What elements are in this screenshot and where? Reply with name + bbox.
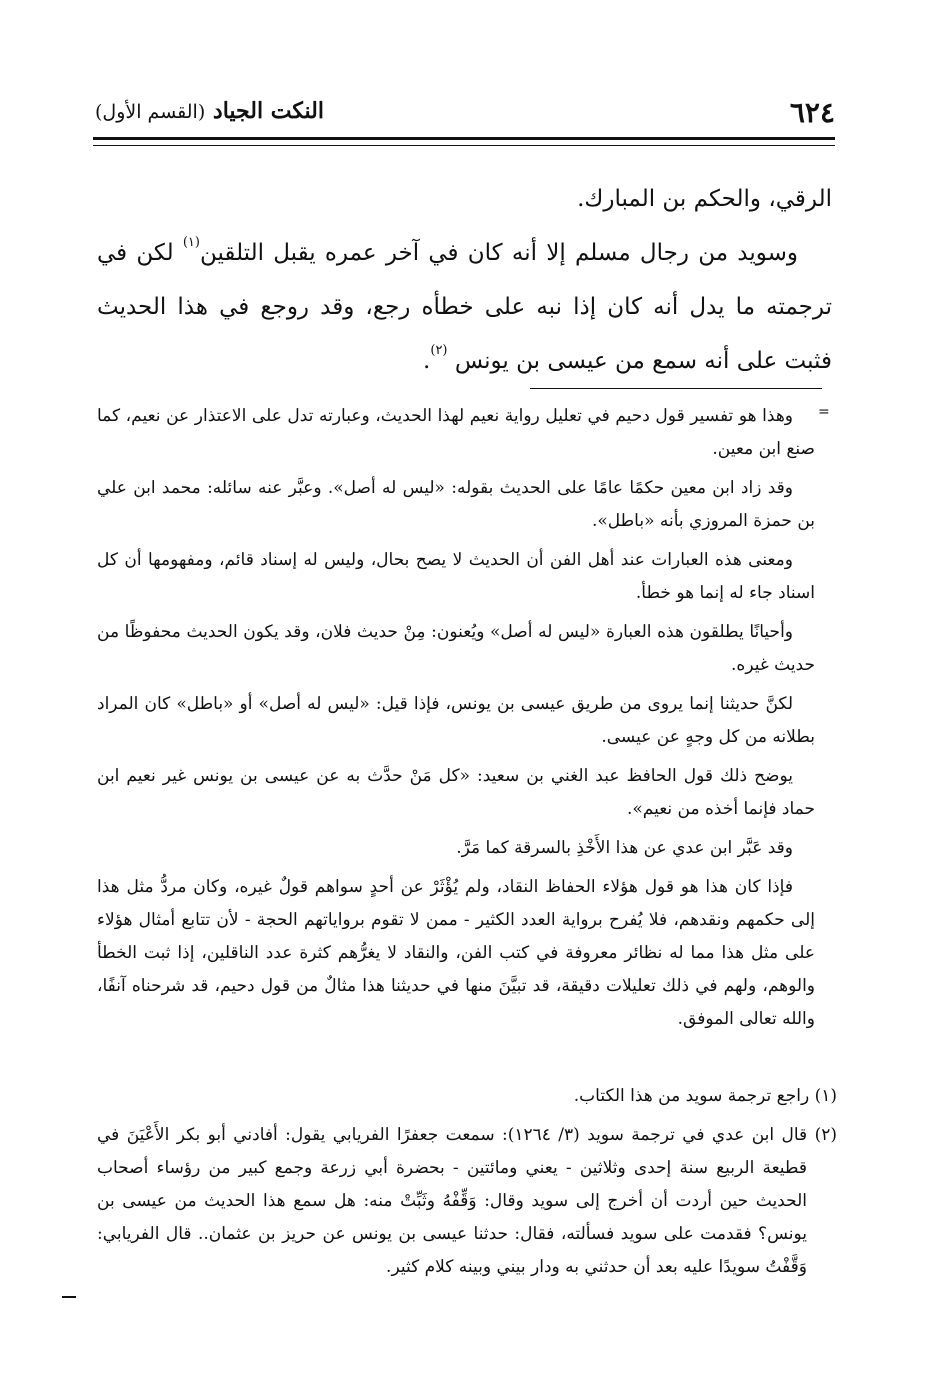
footnote-number: (١)	[814, 1086, 837, 1106]
main-paragraph-1: الرقي، والحكم بن المبارك.	[577, 186, 832, 212]
note-paragraph: وهذا هو تفسير قول دحيم في تعليل رواية نعيم لهذا الحديث، وعبارته تدل على الاعتذار عن نعيم، كما صنع ابن معين.	[97, 406, 815, 459]
header-rule-thin	[93, 145, 835, 146]
continued-note	[97, 400, 815, 1042]
footnote-1	[97, 1080, 837, 1113]
page-header	[95, 92, 835, 132]
note-paragraph: وقد زاد ابن معين حكمًا عامًا على الحديث بقوله: «ليس له أصل». وعبَّر عنه سائله: محمد ابن علي بن حمزة المروزي بأنه «باطل».	[97, 478, 815, 531]
footnote-separator	[530, 388, 822, 389]
note-paragraph: وقد عَبَّر ابن عدي عن هذا الأَخْذِ بالسرقة كما مَرَّ.	[456, 838, 793, 858]
running-title	[95, 98, 324, 124]
footnote-text: راجع ترجمة سويد من هذا الكتاب.	[573, 1086, 810, 1106]
footnotes	[97, 1080, 837, 1290]
book-part: (القسم الأول)	[95, 101, 206, 123]
continuation-mark-bottom	[62, 1296, 76, 1298]
header-rule-thick	[93, 137, 835, 140]
note-paragraph: يوضح ذلك قول الحافظ عبد الغني بن سعيد: «كل مَنْ حدَّث به عن عيسى بن يونس غير نعيم ابن حماد فإنما أخذه من نعيم».	[97, 766, 815, 819]
note-paragraph: ومعنى هذه العبارات عند أهل الفن أن الحديث لا يصح بحال، وليس له إسناد قائم، ومفهومها أن كل اسناد جاء له إنما هو خطأ.	[97, 550, 815, 603]
footnote-text: قال ابن عدي في ترجمة سويد (٣/ ١٢٦٤): سمعت جعفرًا الفريابي يقول: أفادني أبو بكر الأَعْيَنَ في قطيعة الربيع سنة إحدى وثلاثين - يعني ومائتين - بحضرة أبي زرعة وجمع كبير من رؤساء أصحاب الحديث حين أردت أن أخرج إلى سويد وقال: وَقِّفْهُ وثَبِّتْ منه: هل سمع هذا الحديث من عيسى بن يونس؟ فقدمت على سويد فسألته، فقال: حدثنا عيسى بن يونس عن حريز بن عثمان.. قال الفريابي: وَقَّفْتُ سويدًا عليه بعد أن حدثني به ودار بيني وبينه كلام كثير.	[97, 1125, 808, 1277]
main-paragraph-2: وسويد من رجال مسلم إلا أنه كان في آخر عمره يقبل التلقين$^{(١)}$ لكن في ترجمته ما يدل أنه كان إذا نبه على خطأه رجع، وقد روجع في هذا الحديث فثبت على أنه سمع من عيسى بن يونس $^{(٢)}$.	[97, 235, 832, 374]
note-paragraph: لكنَّ حديثنا إنما يروى من طريق عيسى بن يونس، فإذا قيل: «ليس له أصل» أو «باطل» كان المراد بطلانه من كل وجهٍ عن عيسى.	[97, 694, 815, 747]
note-paragraph: وأحيانًا يطلقون هذه العبارة «ليس له أصل» ويُعنون: مِنْ حديث فلان، وقد يكون الحديث محفوظًا من حديث غيره.	[97, 622, 815, 675]
continuation-marker: =	[818, 404, 830, 420]
book-title: النكت الجياد	[212, 98, 324, 124]
footnote-2	[97, 1119, 837, 1284]
main-text	[97, 172, 832, 388]
note-paragraph: فإذا كان هذا هو قول هؤلاء الحفاظ النقاد، ولم يُؤْثَرْ عن أحدٍ سواهم قولٌ غيره، وكان مردُّ مثل هذا إلى حكمهم ونقدهم، فلا يُفرح برواية العدد الكثير - ممن لا تقوم برواياتهم الحجة - لأن تتابع أمثال هؤلاء على مثل هذا مما له نظائر معروفة في كتب الفن، والنقاد لا يغرُّهم كثرة عدد الناقلين، إذا ثبت الخطأ والوهم، ولهم في ذلك تعليلات دقيقة، قد تبيَّنَ منها في حديثنا هذا مثالٌ من قول دحيم، قد شرحناه آنفًا، والله تعالى الموفق.	[97, 877, 815, 1029]
footnote-ref-2: (٢)	[430, 343, 448, 358]
page-number: ٦٢٤	[789, 96, 835, 129]
footnote-number: (٢)	[814, 1125, 837, 1145]
footnote-ref-1: (١)	[182, 235, 200, 250]
